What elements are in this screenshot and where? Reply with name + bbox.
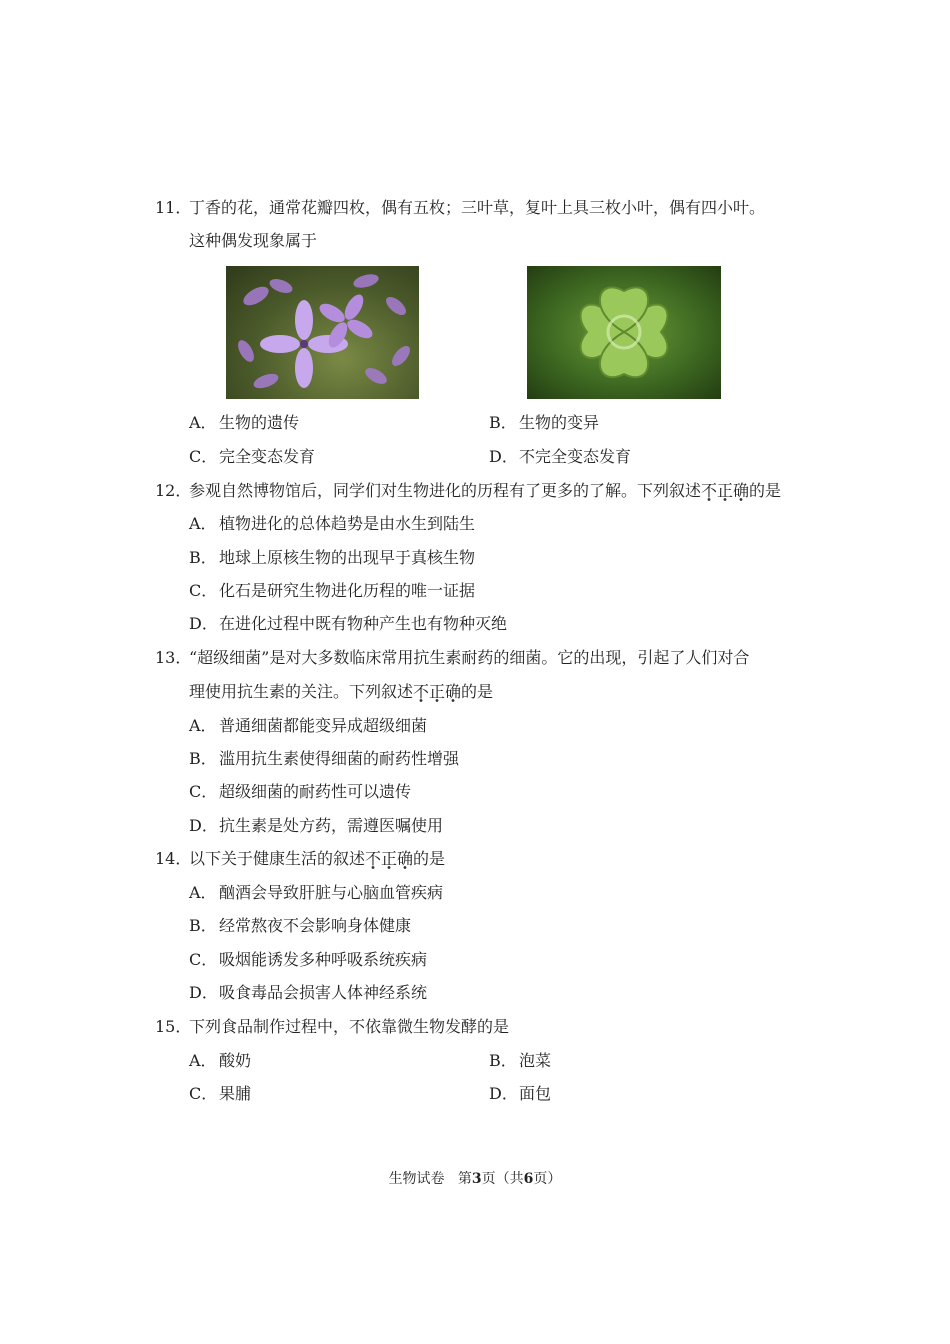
option-14-b[interactable]: B． 经常熬夜不会影响身体健康 — [189, 916, 412, 935]
emphasis-not-correct: 不正确 — [365, 849, 414, 868]
option-13-c[interactable]: C． 超级细菌的耐药性可以遗传 — [189, 782, 412, 801]
option-12-a[interactable]: A． 植物进化的总体趋势是由水生到陆生 — [189, 514, 476, 533]
option-15-b[interactable]: B． 泡菜 — [489, 1051, 552, 1070]
question-15-stem: 15．下列食品制作过程中，不依靠微生物发酵的是 — [155, 1017, 510, 1036]
option-13-d[interactable]: D．抗生素是处方药，需遵医嘱使用 — [189, 816, 444, 835]
option-11-b[interactable]: B． 生物的变异 — [489, 413, 600, 432]
four-leaf-clover-image — [527, 266, 721, 399]
option-11-a[interactable]: A． 生物的遗传 — [189, 413, 300, 432]
question-14-stem: 14．以下关于健康生活的叙述不正确的是 — [155, 849, 446, 868]
option-13-a[interactable]: A． 普通细菌都能变异成超级细菌 — [189, 716, 428, 735]
option-14-d[interactable]: D．吸食毒品会损害人体神经系统 — [189, 983, 428, 1002]
question-11-stem-line1: 11．丁香的花，通常花瓣四枚，偶有五枚；三叶草，复叶上具三枚小叶，偶有四小叶。 — [155, 198, 766, 217]
page-total: 6 — [523, 1171, 534, 1187]
option-14-a[interactable]: A． 酗酒会导致肝脏与心脑血管疾病 — [189, 883, 444, 902]
page-number: 3 — [471, 1171, 482, 1187]
question-13-stem-line2: 理使用抗生素的关注。下列叙述不正确的是 — [189, 682, 494, 701]
question-12-stem: 12．参观自然博物馆后，同学们对生物进化的历程有了更多的了解。下列叙述不正确的是 — [155, 481, 782, 500]
question-11-stem-line2: 这种偶发现象属于 — [189, 231, 318, 250]
option-15-d[interactable]: D．面包 — [489, 1084, 552, 1103]
emphasis-not-correct: 不正确 — [413, 682, 462, 701]
option-11-d[interactable]: D．不完全变态发育 — [489, 447, 632, 466]
option-14-c[interactable]: C． 吸烟能诱发多种呼吸系统疾病 — [189, 950, 428, 969]
option-12-d[interactable]: D．在进化过程中既有物种产生也有物种灭绝 — [189, 614, 508, 633]
option-15-c[interactable]: C． 果脯 — [189, 1084, 252, 1103]
question-13-stem-line1: 13．“超级细菌”是对大多数临床常用抗生素耐药的细菌。它的出现，引起了人们对合 — [155, 648, 750, 667]
option-12-c[interactable]: C． 化石是研究生物进化历程的唯一证据 — [189, 581, 476, 600]
subject-label: 生物试卷 — [388, 1171, 445, 1187]
emphasis-not-correct: 不正确 — [701, 481, 750, 500]
lilac-flower-image — [226, 266, 419, 399]
option-15-a[interactable]: A． 酸奶 — [189, 1051, 252, 1070]
option-13-b[interactable]: B． 滥用抗生素使得细菌的耐药性增强 — [189, 749, 460, 768]
option-11-c[interactable]: C． 完全变态发育 — [189, 447, 316, 466]
question-number: 11． — [155, 198, 192, 217]
option-12-b[interactable]: B． 地球上原核生物的出现早于真核生物 — [189, 548, 476, 567]
page-footer: 生物试卷 第3页（共6页） — [388, 1171, 562, 1187]
